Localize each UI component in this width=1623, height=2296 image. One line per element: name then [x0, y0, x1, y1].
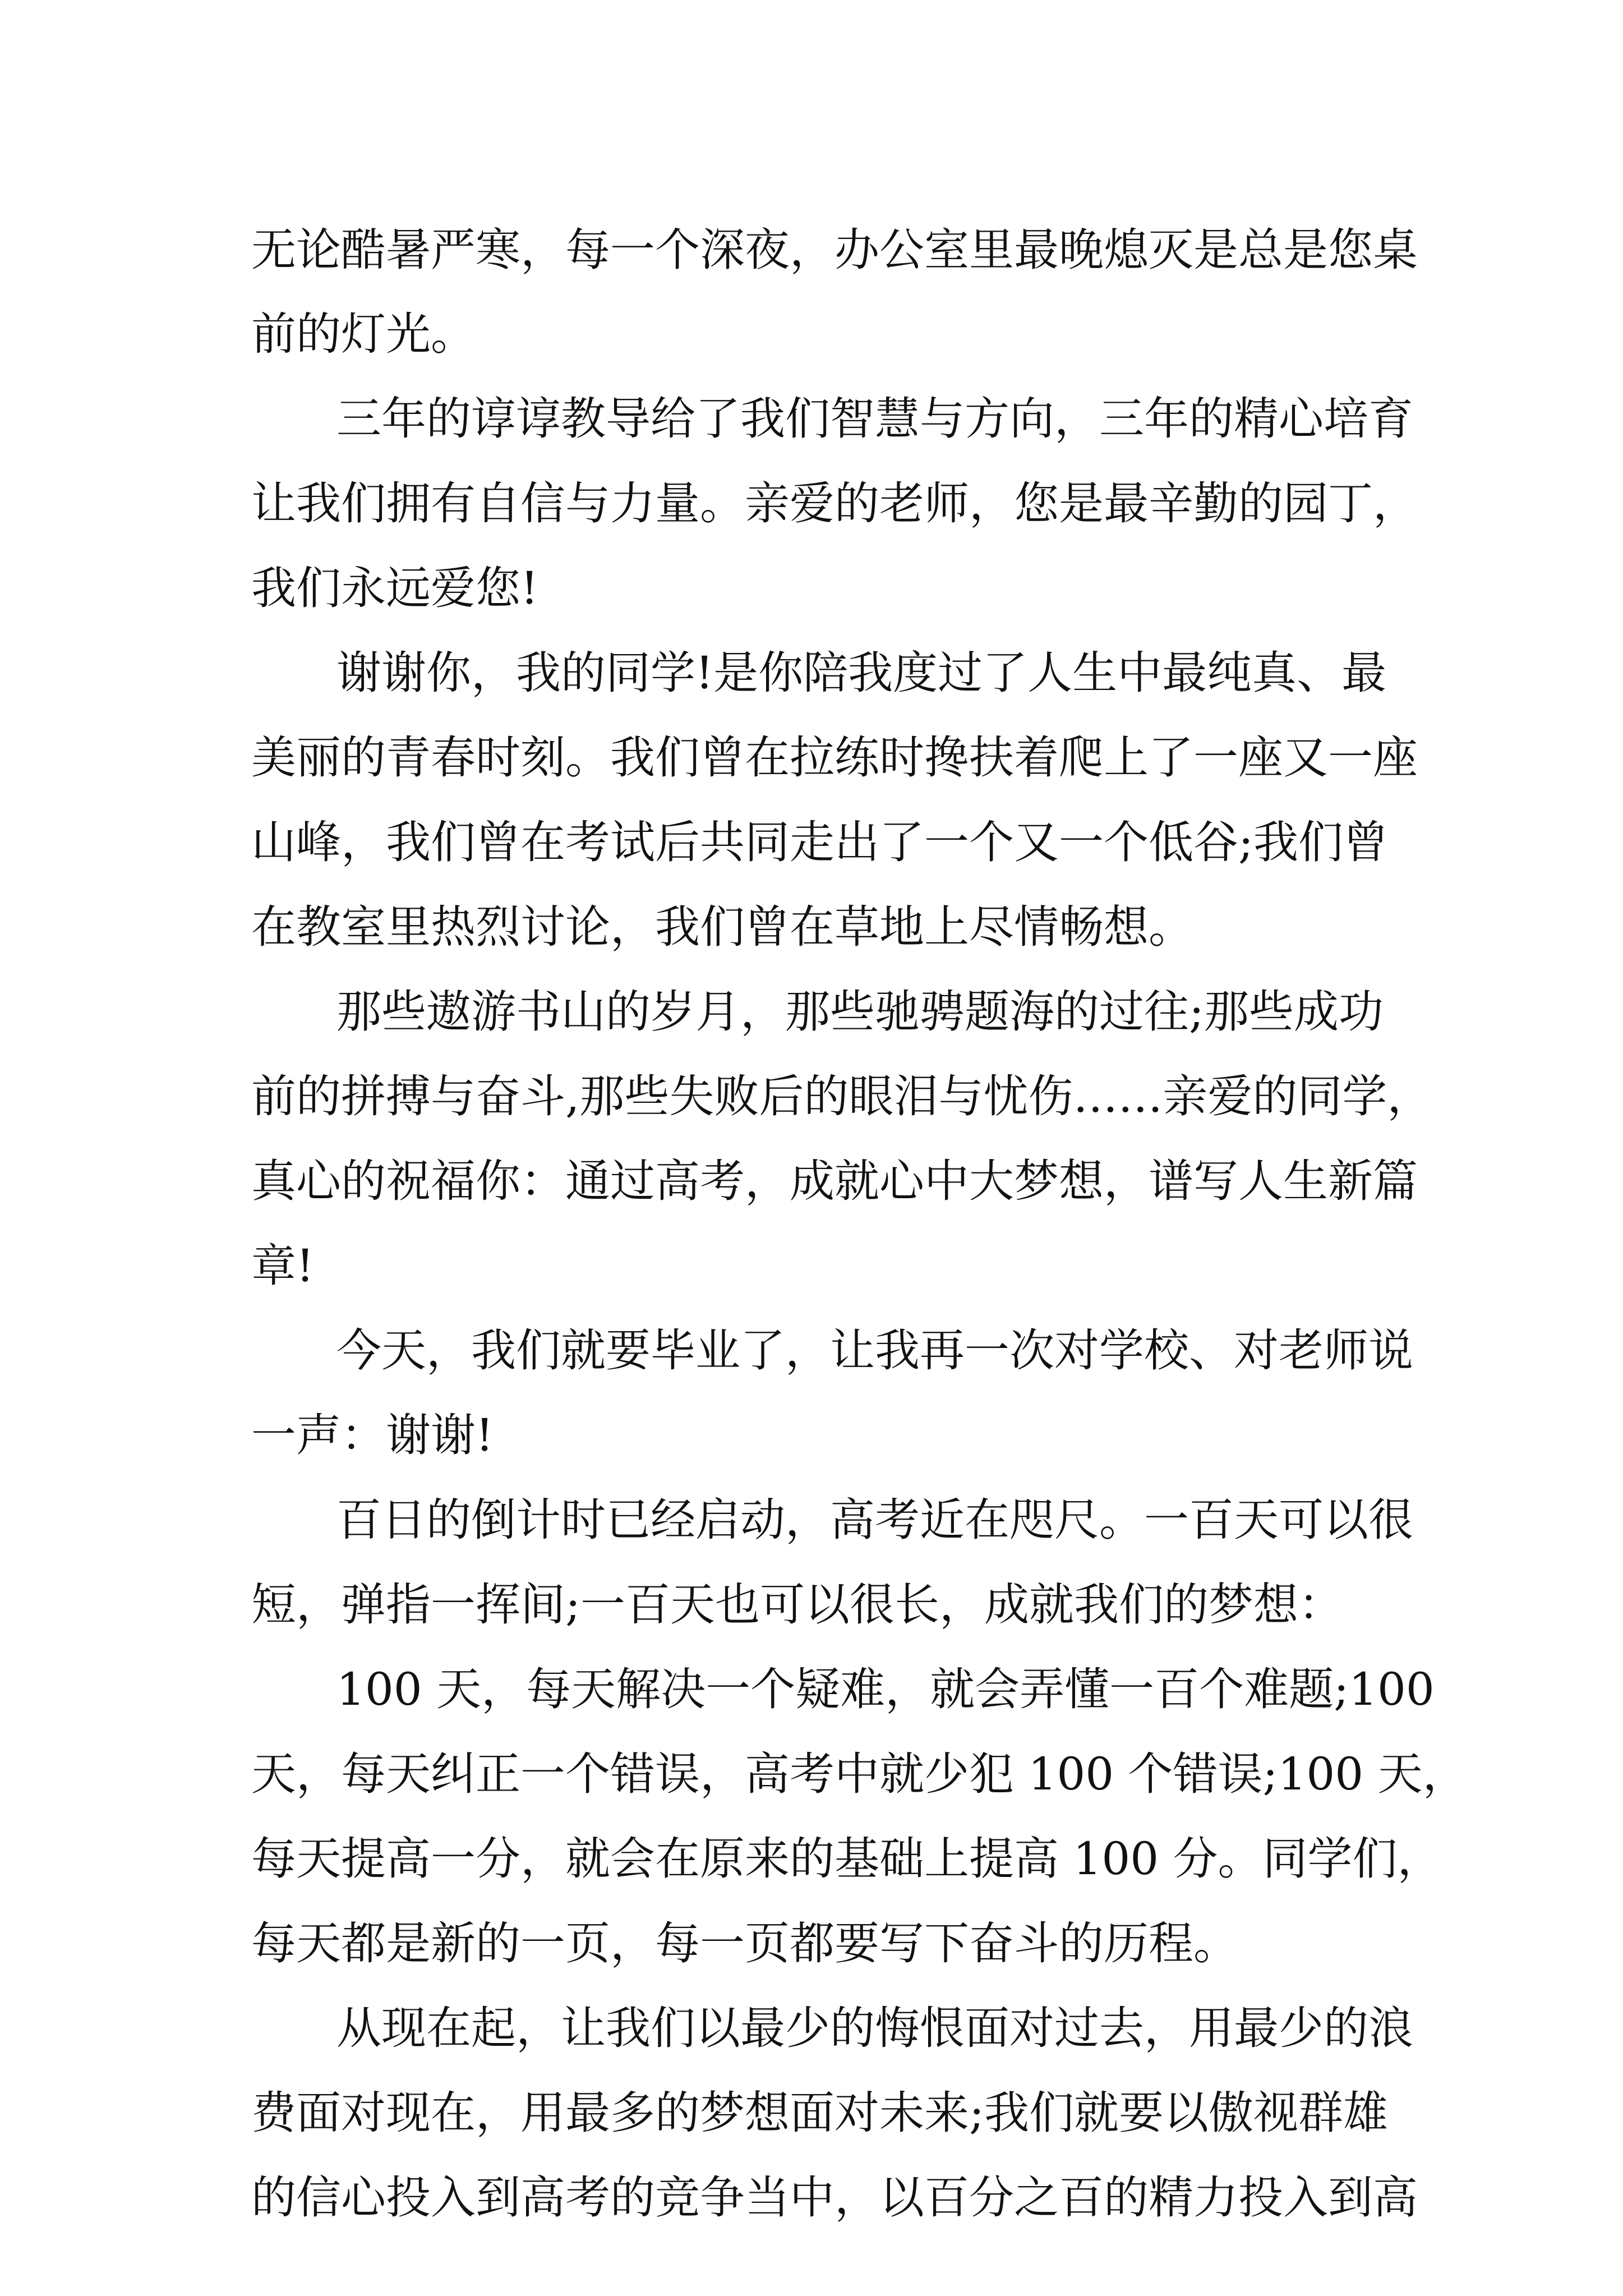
text-line: 真心的祝福你：通过高考，成就心中大梦想，谱写人生新篇 — [251, 1155, 1418, 1207]
text-line: 前的拼搏与奋斗,那些失败后的眼泪与忧伤……亲爱的同学， — [251, 1070, 1432, 1122]
text-line: 百日的倒计时已经启动，高考近在咫尺。一百天可以很 — [336, 1494, 1413, 1546]
text-line: 山峰，我们曾在考试后共同走出了一个又一个低谷;我们曾 — [251, 816, 1388, 868]
text-line: 费面对现在，用最多的梦想面对未来;我们就要以傲视群雄 — [251, 2087, 1388, 2139]
text-line: 每天提高一分，就会在原来的基础上提高 100 分。同学们， — [251, 1833, 1442, 1885]
text-line: 我们永远爱您! — [251, 562, 539, 614]
text-line: 在教室里热烈讨论，我们曾在草地上尽情畅想。 — [251, 901, 1193, 953]
text-line: 让我们拥有自信与力量。亲爱的老师，您是最辛勤的园丁， — [251, 477, 1418, 530]
text-line: 美丽的青春时刻。我们曾在拉练时搀扶着爬上了一座又一座 — [251, 731, 1418, 784]
text-line: 每天都是新的一页，每一页都要写下奋斗的历程。 — [251, 1917, 1238, 1970]
text-line: 今天，我们就要毕业了，让我再一次对学校、对老师说 — [336, 1324, 1413, 1377]
text-line: 三年的谆谆教导给了我们智慧与方向，三年的精心培育 — [336, 393, 1413, 445]
text-line: 短，弹指一挥间;一百天也可以很长，成就我们的梦想： — [251, 1579, 1343, 1631]
text-line: 谢谢你，我的同学!是你陪我度过了人生中最纯真、最 — [336, 647, 1387, 699]
text-line: 天，每天纠正一个错误，高考中就少犯 100 个错误;100 天， — [251, 1748, 1468, 1800]
text-line: 前的灯光。 — [251, 308, 476, 360]
text-line: 一声：谢谢! — [251, 1409, 494, 1461]
text-line: 章! — [251, 1240, 315, 1292]
text-line: 的信心投入到高考的竞争当中，以百分之百的精力投入到高 — [251, 2171, 1418, 2224]
text-line: 无论酷暑严寒，每一个深夜，办公室里最晚熄灭是总是您桌 — [251, 224, 1418, 276]
text-line: 从现在起，让我们以最少的悔恨面对过去，用最少的浪 — [336, 2002, 1413, 2054]
text-line: 100 天，每天解决一个疑难，就会弄懂一百个难题;100 — [336, 1663, 1435, 1715]
text-line: 那些遨游书山的岁月，那些驰骋题海的过往;那些成功 — [336, 986, 1384, 1038]
